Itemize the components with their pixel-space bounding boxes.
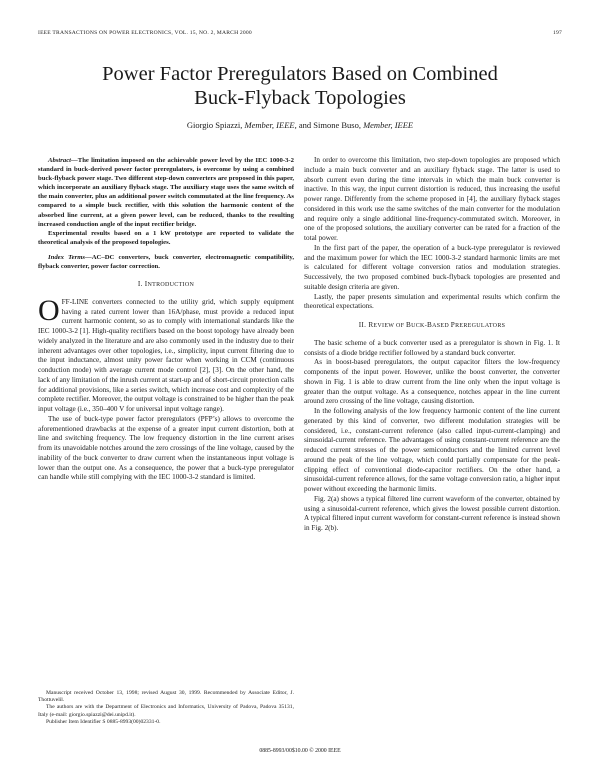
drop-cap: O: [38, 293, 60, 327]
section-2-cap-1: R: [368, 321, 374, 329]
section-2-rest-4: REREGULATORS: [455, 323, 506, 329]
section-2-paragraph-1: The basic scheme of a buck converter used as a preregulator is shown in Fig. 1. It consists of a diode bridge rectifier followed by a standard buck converter.: [304, 338, 560, 357]
footnote-manuscript: Manuscript received October 13, 1998; revised August 30, 1999. Recommended by Associate Editor, J. Thottuvelil.: [38, 690, 294, 704]
abstract: [38, 156, 294, 247]
section-1-body: [38, 293, 294, 483]
author-2: Simone Buso,: [313, 120, 361, 130]
section-1-title-rest: NTRODUCTION: [147, 282, 195, 289]
author-1: Giorgio Spiazzi,: [186, 120, 243, 130]
section-1-paragraph-1-text: FF-LINE converters connected to the utility grid, which supply equipment having a rated current lower than 16A/phase, must provide a reduced input current harmonic content, so as to comply with international standards like the IEC 1000-3-2 [1]. High-quality rectifiers based on the boost topology have already been widely analyzed in the literature and are also commonly used in the industry due to their inherent advantages over other topologies, i.e., simplicity, input current filtering due to the input inductance, almost unity power factor when working in CCM (continuous conduction mode) with average current mode control [2], [3]. On the other hand, the lack of any limitation of the inrush current at start-up and of short-circuit protection calls for additional provisions, like a series switch, which increase cost and complexity of the complete rectifier. Moreover, the output voltage is constrained to be higher than the peak input voltage (i.e., 350–400 V for universal input voltage range).: [38, 297, 294, 414]
section-1-paragraph-1: [38, 293, 294, 415]
section-2-rest-2: UCK-: [411, 323, 427, 329]
title-line-2: Buck-Flyback Topologies: [194, 87, 406, 109]
intro-paragraph-3: In order to overcome this limitation, two step-down topologies are proposed which include a main buck converter and an auxiliary flyback stage. The latter is used to absorb current even during the time intervals in which the main buck converter is inactive. In this way, the input current distortion is reduced, thus increasing the useful power range. Differently from the scheme proposed in [4], the auxiliary flyback stages considered in this work use the same switches of the main converter for the modulation and require only a single additional line-frequency-commutated switch. Moreover, in one of the proposed solutions, the auxiliary converter can be rated for a fraction of the total power.: [304, 156, 560, 242]
author-2-role: Member, IEEE: [363, 120, 414, 130]
journal-name: IEEE TRANSACTIONS ON POWER ELECTRONICS, VOL. 15, NO. 2, MARCH 2000: [38, 30, 252, 36]
section-1-numeral: I.: [137, 280, 143, 289]
index-terms-label: Index Terms—: [48, 253, 92, 261]
section-2-cap-3: B: [427, 321, 433, 329]
author-list: [60, 120, 540, 130]
section-1-paragraph-2: The use of buck-type power factor preregulators (PFP’s) allows to overcome the aforementioned drawbacks at the expense of a greater input current distortion, both at line and switching frequency. The low frequency distortion in the line current arises from its unavoidable notches around the zero crossings of the line voltage, caused by the inability of the buck converter to draw current when the instantaneous input voltage is lower than the output one. As a consequence, the power that a buck-type preregulator can handle while still complying with the IEC 1000-3-2 standard is limited.: [38, 414, 294, 482]
section-2-cap-2: B: [406, 321, 412, 329]
abstract-text: The limitation imposed on the achievable power level by the IEC 1000-3-2 standard in buck-derived power factor preregulators, is overcome by using a combined buck-flyback power stage. Two different step-down converters are proposed in this paper, which incorporate an auxiliary flyback stage. The auxiliary stage uses the same switch of the main converter, plus an additional power switch commutated at the line frequency. As compared to a simple buck rectifier, with this solution the harmonic content of the absorbed line current, at a given power level, can be reduced, thanks to the resulting increased conduction angle of the input rectifier bridge.: [38, 157, 294, 228]
author-1-role: Member, IEEE,: [244, 120, 297, 130]
section-2-rest-1: EVIEW OF: [373, 323, 407, 329]
copyright-footer: 0885-8993/00$10.00 © 2000 IEEE: [259, 748, 341, 754]
footnote-identifier: Publisher Item Identifier S 0885-8993(00)02331-0.: [46, 718, 161, 725]
section-2-cap-4: P: [450, 321, 456, 329]
running-header: [38, 30, 562, 40]
right-column: [304, 156, 560, 534]
section-1-title-cap: I: [144, 280, 148, 289]
author-conjunction: and: [298, 120, 312, 130]
section-2-rest-3: ASED: [432, 323, 451, 329]
footnotes: [38, 690, 294, 726]
section-1-heading: [38, 280, 294, 291]
intro-paragraph-5: Lastly, the paper presents simulation and experimental results which confirm the theoretical expectations.: [304, 292, 560, 311]
title-line-1: Power Factor Preregulators Based on Combined: [102, 63, 498, 85]
footnote-affiliation: The authors are with the Department of Electronics and Informatics, University of Padova, Padova 35131, Italy (e-mail: giorgio.spiazzi@dei.unipd.it).: [38, 704, 294, 718]
paper-title: [60, 62, 540, 110]
left-column: [38, 156, 294, 483]
intro-paragraph-4: In the first part of the paper, the operation of a buck-type preregulator is reviewed and the maximum power for which the IEC 1000-3-2 standard harmonic limits are met is calculated for different voltage conversion ratios and modulation strategies. Successively, the two proposed combined buck-flyback topologies are presented and suitable design criteria are given.: [304, 243, 560, 291]
abstract-label: Abstract—: [48, 157, 78, 164]
index-terms-text: AC–DC converters, buck converter, electromagnetic compatibility, flyback converter, power factor correction.: [38, 253, 294, 271]
section-2-heading: [304, 321, 560, 332]
index-terms: [38, 253, 294, 271]
page-number: 197: [553, 30, 562, 36]
section-2-numeral: II.: [358, 321, 367, 329]
section-2-paragraph-4: Fig. 2(a) shows a typical filtered line current waveform of the converter, obtained by using a sinusoidal-current reference, which gives the lowest possible current distortion. A typical filtered input current waveform for constant-current reference is instead shown in Fig. 2(b).: [304, 494, 560, 532]
section-2-paragraph-3: In the following analysis of the low frequency harmonic content of the line current generated by this kind of converter, two different modulation strategies will be considered, i.e., constant-current reference (also called input-current-clamping) and sinusoidal-current reference. The advantages of using constant-current reference are the reduced current stresses of the power semiconductors and the limited current level around the peak of the line voltage, which could partially compensate for the peak-clipping effect of conventional diode-capacitor rectifiers. On the other hand, a sinusoidal-current reference allows, for the same voltage conversion ratio, a higher input power without exceeding the harmonic limits.: [304, 407, 560, 493]
section-2-paragraph-2: As in boost-based preregulators, the output capacitor filters the low-frequency components of the input power. However, unlike the boost converter, the converter shown in Fig. 1 is able to draw current from the line only when the input voltage is greater than the output voltage. As a consequence, notches appear in the line current around zero crossing of the line voltage, causing distortion.: [304, 358, 560, 406]
abstract-text-2: Experimental results based on a 1 kW prototype are reported to validate the theoretical analysis of the proposed topologies.: [38, 229, 294, 246]
